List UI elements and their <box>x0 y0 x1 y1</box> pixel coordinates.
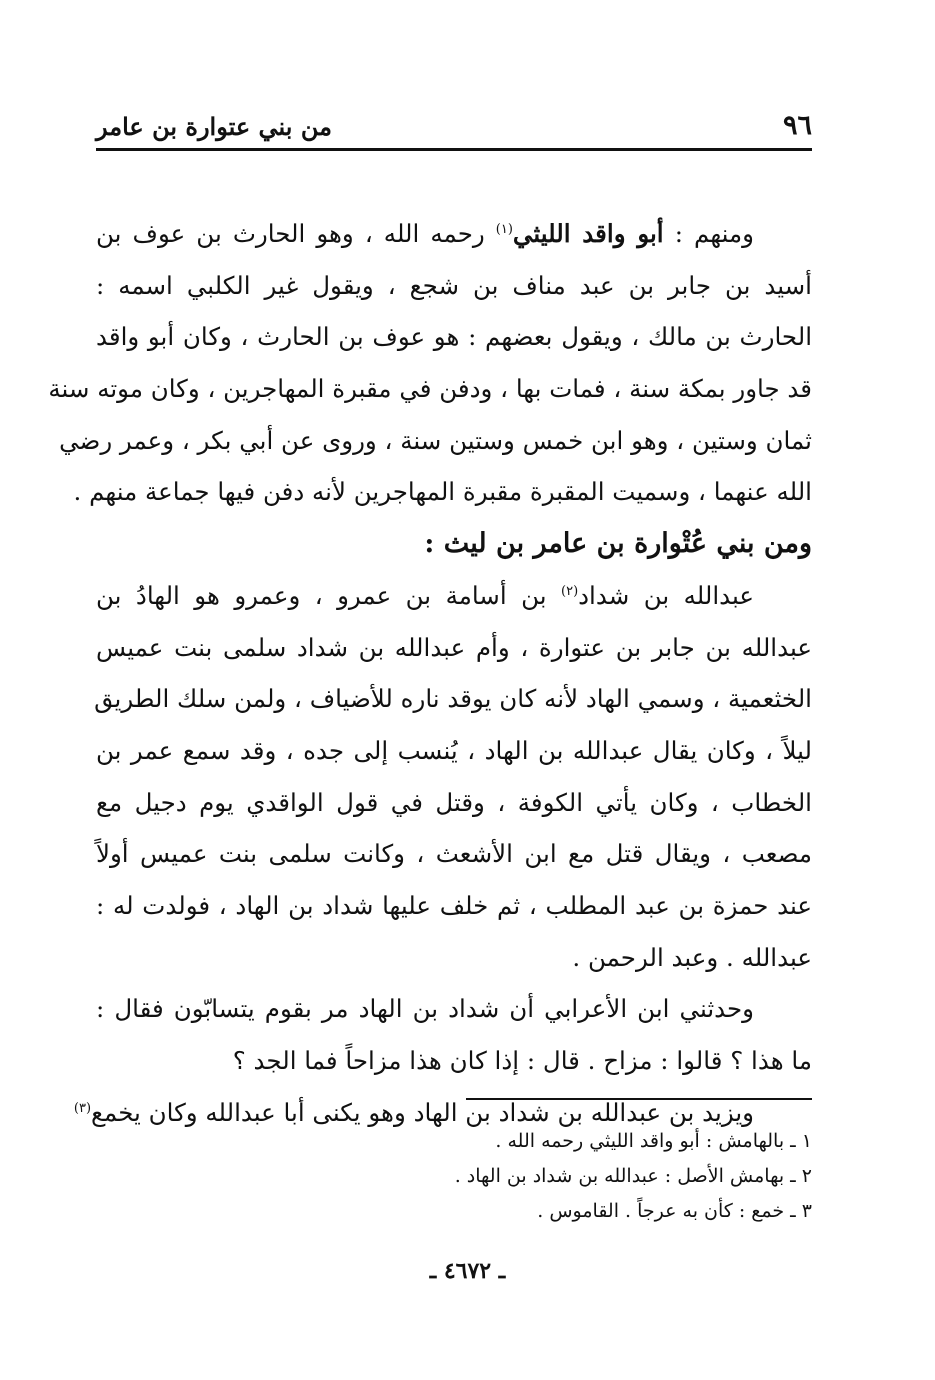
text-line: ليلاً ، وكان يقال عبدالله بن الهاد ، يُنسب إلى جده ، وقد سمع عمر بن <box>96 735 812 765</box>
text-line: ما هذا ؟ قالوا : مزاح . قال : إذا كان هذا مزاحاً فما الجد ؟ <box>232 1046 812 1075</box>
text-line: عبدالله . وعبد الرحمن . <box>572 942 812 972</box>
person-name: أبو واقد الليثي <box>512 219 664 248</box>
text-line: أسيد بن جابر بن عبد مناف بن شجع ، ويقول غير الكلبي اسمه : <box>96 270 812 300</box>
text-line: عبدالله بن شداد$^{(٢)}$ بن أسامة بن عمرو ، وعمرو هو الهادُ بن <box>96 580 754 610</box>
volume-page-number: ـ ٤٦٧٢ ـ <box>429 1258 506 1284</box>
footnote: ٣ ـ خمع : كأن به عرجاً . القاموس . <box>537 1200 812 1222</box>
text-line: الخثعمية ، وسمي الهاد لأنه كان يوقد ناره للأضياف ، ولمن سلك الطريق <box>94 684 812 714</box>
running-header <box>96 108 812 151</box>
main-text <box>48 208 812 1138</box>
footnote: ٢ ـ بهامش الأصل : عبدالله بن شداد بن الهاد . <box>454 1165 812 1187</box>
section-heading: ومن بني عُتْوارة بن عامر بن ليث : <box>424 528 812 560</box>
page-number: ٩٦ <box>782 110 812 141</box>
text-line: عند حمزة بن عبد المطلب ، ثم خلف عليها شداد بن الهاد ، فولدت له : <box>96 890 812 920</box>
text-line: قد جاور بمكة سنة ، فمات بها ، ودفن في مقبرة المهاجرين ، وكان موته سنة <box>48 374 812 404</box>
footnote-ref[interactable]: (٣) <box>73 1100 92 1116</box>
text-line: مصعب ، ويقال قتل مع ابن الأشعث ، وكانت سلمى بنت عميس أولاً <box>96 839 812 869</box>
text-line: ثمان وستين ، وهو ابن خمس وستين سنة ، وروى عن أبي بكر ، وعمر رضي <box>59 425 812 455</box>
text-line: الحارث بن مالك ، ويقول بعضهم : هو عوف بن الحارث ، وكان أبو واقد <box>96 322 812 352</box>
running-title: من بني عتوارة بن عامر <box>96 112 332 141</box>
footnote-separator <box>466 1098 812 1100</box>
footnote: ١ ـ بالهامش : أبو واقد الليثي رحمه الله . <box>495 1130 812 1152</box>
text-line: عبدالله بن جابر بن عتوارة ، وأم عبدالله بن شداد سلمى بنت عميس <box>96 632 812 662</box>
text-line: الخطاب ، وكان يأتي الكوفة ، وقتل في قول الواقدي يوم دجيل مع <box>96 787 812 817</box>
footnote-ref[interactable]: (١) <box>495 221 513 237</box>
text-line: ويزيد بن عبدالله بن شداد بن الهاد وهو يكنى أبا عبدالله وكان يخمع$^{(٣)}$ <box>73 1097 754 1127</box>
footnotes <box>96 1124 812 1229</box>
text-line: وحدثني ابن الأعرابي أن شداد بن الهاد مر بقوم يتسابّون فقال : <box>96 994 754 1024</box>
footnote-ref[interactable]: (٢) <box>561 583 579 599</box>
text-line: ومنهم : أبو واقد الليثي$^{(١)}$ رحمه الله ، وهو الحارث بن عوف بن <box>96 219 754 248</box>
text-line: الله عنهما ، وسميت المقبرة مقبرة المهاجرين لأنه دفن فيها جماعة منهم . <box>73 477 812 507</box>
